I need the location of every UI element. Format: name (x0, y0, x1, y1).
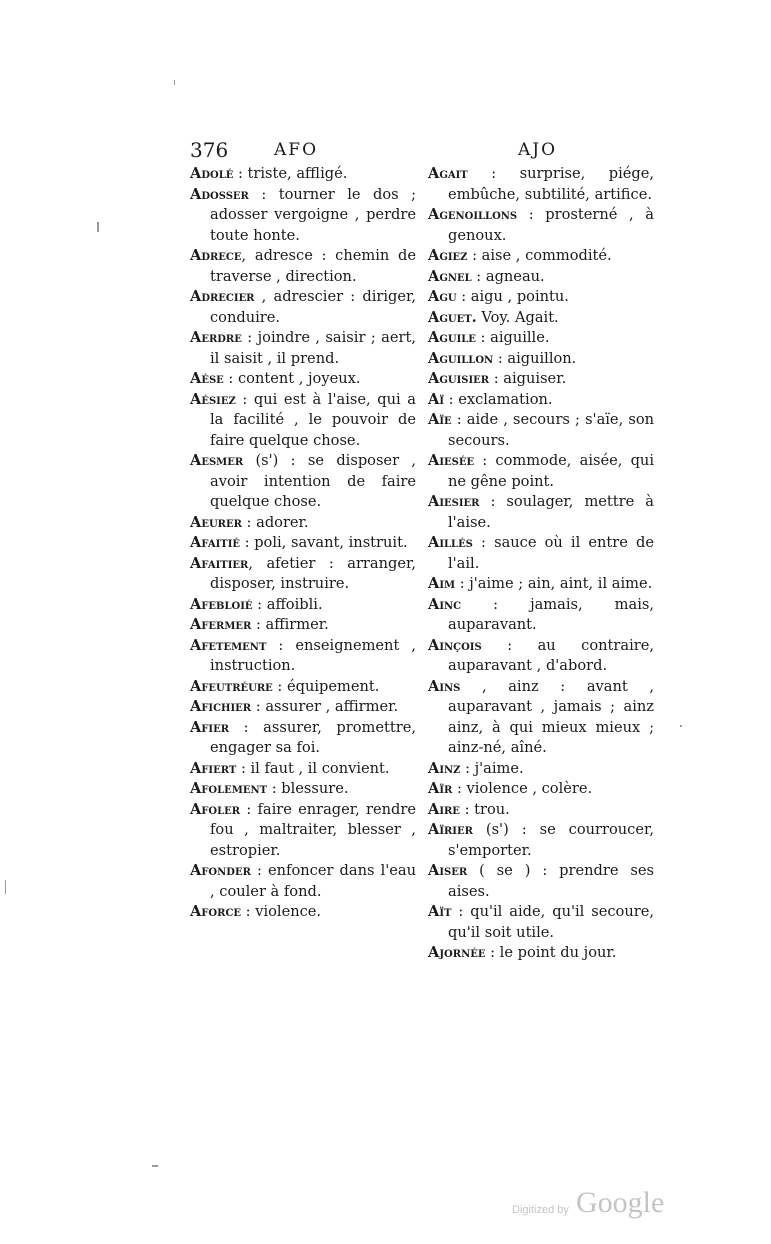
dictionary-entry (428, 369, 654, 390)
entry-definition: : qui est à l'aise, qui a la facilité , le pouvoir de faire quelque chose. (210, 390, 416, 449)
dictionary-entry (190, 677, 416, 698)
entry-headword: Aïe (428, 411, 452, 428)
dictionary-entry (190, 697, 416, 718)
entry-headword: Aforce (190, 903, 242, 920)
entry-headword: Afaitier (190, 554, 249, 572)
page-number: 376 (190, 138, 229, 162)
entry-headword: Ainz (428, 759, 461, 777)
entry-definition: : agneau. (471, 267, 545, 285)
dictionary-entry (428, 164, 654, 205)
dictionary-entry (190, 636, 416, 677)
entry-definition: : qu'il aide, qu'il secoure, qu'il soit utile. (448, 903, 654, 941)
entry-headword: Aguisier (428, 370, 490, 387)
entry-headword: Agnel (428, 267, 472, 285)
dictionary-entry (428, 451, 654, 492)
entry-headword: Adrecier (190, 288, 255, 305)
dictionary-entry (428, 267, 654, 288)
dictionary-entry (190, 718, 416, 759)
watermark-prefix: Digitized by (512, 1204, 569, 1216)
dictionary-entry (190, 287, 416, 328)
entry-headword: Aiesier (428, 493, 480, 510)
dictionary-entry (428, 574, 654, 595)
entry-definition: : aigu , pointu. (456, 288, 569, 305)
dictionary-entry (190, 800, 416, 862)
dictionary-entry (190, 779, 416, 800)
entry-definition: Voy. Agait. (476, 308, 559, 326)
entry-definition: : trou. (459, 800, 510, 818)
entry-headword: Aesmer (190, 452, 244, 469)
entry-definition: , adresce : chemin de traverse , direction. (210, 247, 416, 285)
dictionary-entry (190, 902, 416, 923)
entry-headword: Ainçois (428, 636, 482, 654)
entry-headword: Afermer (190, 616, 252, 633)
entry-headword: Aï (428, 390, 445, 408)
entry-definition: , ainz : avant , auparavant , jamais ; ainz ainz, à qui mieux mieux ; ainz-né, aîné. (448, 677, 654, 756)
entry-headword: Agait (428, 165, 468, 182)
entry-headword: Agu (428, 288, 457, 305)
entry-headword: Aiser (428, 862, 468, 879)
dictionary-entry (428, 759, 654, 780)
dictionary-entry (428, 287, 654, 308)
dictionary-entry (190, 390, 416, 452)
entry-definition: : exclamation. (444, 390, 553, 408)
scan-mark (174, 80, 175, 85)
entry-headword: Afoler (190, 800, 241, 818)
entry-definition: ( se ) : prendre ses aises. (448, 862, 654, 900)
entry-headword: Aïr (428, 780, 453, 797)
scan-mark (680, 725, 682, 727)
dictionary-entry (190, 164, 416, 185)
dictionary-entry (190, 595, 416, 616)
entry-headword: Aésiez (190, 390, 236, 408)
entry-definition: : au contraire, auparavant , d'abord. (448, 636, 654, 674)
entry-definition: : aise , commodité. (467, 247, 612, 264)
entry-headword: Aeurer (190, 513, 242, 531)
entry-definition: : aide , secours ; s'aïe, son secours. (448, 411, 654, 449)
dictionary-entry (428, 595, 654, 636)
entry-headword: Afier (190, 718, 230, 736)
dictionary-entry (428, 328, 654, 349)
dictionary-entry (190, 451, 416, 513)
entry-headword: Aerdre (190, 329, 242, 346)
entry-definition: : il faut , il convient. (236, 759, 390, 777)
entry-headword: Aït (428, 903, 452, 920)
scan-mark (5, 880, 6, 894)
left-column (190, 164, 416, 923)
entry-definition: : le point du jour. (485, 944, 617, 961)
dictionary-entry (190, 246, 416, 287)
entry-headword: Aiesée (428, 452, 475, 469)
entry-definition: : affoibli. (252, 595, 323, 613)
dictionary-entry (428, 800, 654, 821)
entry-headword: Afetement (190, 636, 267, 654)
entry-definition: : prosterné , à genoux. (448, 206, 654, 244)
dictionary-entry (428, 902, 654, 943)
entry-definition: , adrescier : diriger, conduire. (210, 288, 416, 326)
entry-headword: Aguillon (428, 349, 494, 367)
page-header (190, 138, 650, 162)
entry-definition: : surprise, piége, embûche, subtilité, artifice. (448, 165, 654, 203)
entry-definition: : violence , colère. (452, 780, 593, 797)
entry-definition: : enfoncer dans l'eau , couler à fond. (210, 862, 416, 900)
dictionary-entry (428, 410, 654, 451)
dictionary-entry (428, 779, 654, 800)
entry-definition: : violence. (241, 903, 322, 920)
entry-definition: (s') : se disposer , avoir intention de faire quelque chose. (210, 452, 416, 510)
dictionary-entry (428, 390, 654, 411)
entry-definition: : j'aime ; ain, aint, il aime. (455, 575, 653, 592)
entry-headword: Afeutréure (190, 677, 273, 695)
dictionary-entry (428, 820, 654, 861)
dictionary-entry (428, 861, 654, 902)
dictionary-entry (428, 533, 654, 574)
entry-headword: Ains (428, 677, 461, 695)
dictionary-entry (190, 369, 416, 390)
entry-definition: : soulager, mettre à l'aise. (448, 493, 654, 531)
entry-headword: Agenoillons (428, 206, 518, 223)
entry-definition: (s') : se courroucer, s'emporter. (448, 821, 654, 859)
entry-headword: Aillés (428, 534, 473, 551)
entry-headword: Aire (428, 800, 460, 818)
dictionary-entry (428, 308, 654, 329)
entry-headword: Aése (190, 370, 224, 387)
entry-headword: Agiez (428, 247, 468, 264)
dictionary-entry (428, 205, 654, 246)
dictionary-entry (428, 349, 654, 370)
entry-definition: : affirmer. (251, 616, 329, 633)
entry-headword: Aïrier (428, 821, 473, 838)
entry-definition: : content , joyeux. (223, 370, 361, 387)
dictionary-entry (190, 185, 416, 247)
dictionary-entry (190, 533, 416, 554)
entry-definition: : sauce où il entre de l'ail. (448, 534, 654, 572)
entry-definition: : assurer, promettre, engager sa foi. (210, 718, 416, 756)
entry-headword: Aguile (428, 329, 476, 346)
right-column (428, 164, 654, 964)
entry-definition: : adorer. (241, 513, 309, 531)
entry-definition: : équipement. (272, 677, 380, 695)
dictionary-entry (190, 554, 416, 595)
digitized-by-google-watermark (512, 1186, 752, 1226)
dictionary-entry (190, 615, 416, 636)
entry-definition: : assurer , affirmer. (251, 698, 399, 715)
entry-headword: Adosser (190, 185, 249, 203)
entry-definition: : aiguille. (475, 329, 550, 346)
scan-mark (97, 222, 99, 232)
entry-definition: : blessure. (267, 780, 349, 797)
entry-headword: Aguet. (428, 308, 477, 326)
entry-definition: : triste, affligé. (233, 165, 348, 182)
entry-headword: Afolement (190, 780, 268, 797)
running-head-left: AFO (274, 140, 319, 160)
entry-definition: : joindre , saisir ; aert, il saisit , il prend. (210, 329, 416, 367)
dictionary-entry (428, 636, 654, 677)
entry-definition: : aiguiser. (489, 370, 567, 387)
entry-headword: Afaitié (190, 534, 241, 551)
dictionary-entry (428, 943, 654, 964)
running-head-right: AJO (518, 140, 558, 160)
dictionary-entry (428, 492, 654, 533)
dictionary-entry (190, 861, 416, 902)
entry-definition: : poli, savant, instruit. (240, 534, 408, 551)
dictionary-entry (428, 246, 654, 267)
entry-headword: Ainc (428, 595, 462, 613)
entry-definition: : aiguillon. (493, 349, 577, 367)
entry-headword: Afonder (190, 862, 251, 879)
dictionary-entry (190, 328, 416, 369)
entry-definition: : faire enrager, rendre fou , maltraiter, blesser , estropier. (210, 800, 416, 859)
entry-definition: : tourner le dos ; adosser vergoigne , perdre toute honte. (210, 185, 416, 244)
entry-definition: : commode, aisée, qui ne gêne point. (448, 452, 654, 490)
entry-definition: : jamais, mais, auparavant. (448, 595, 654, 633)
entry-definition: : j'aime. (460, 759, 524, 777)
google-logo: Google (576, 1186, 665, 1219)
dictionary-entry (190, 759, 416, 780)
entry-headword: Afebloié (190, 595, 253, 613)
entry-headword: Adolé (190, 165, 234, 182)
entry-definition: : enseignement , instruction. (210, 636, 416, 674)
dictionary-entry (428, 677, 654, 759)
entry-headword: Afichier (190, 698, 252, 715)
scan-mark (152, 1165, 158, 1167)
entry-headword: Ajornée (428, 944, 486, 961)
entry-headword: Adrece (190, 247, 242, 264)
entry-definition: , afetier : arranger, disposer, instruire. (210, 554, 416, 592)
dictionary-entry (190, 513, 416, 534)
entry-headword: Aim (428, 575, 456, 592)
entry-headword: Afiert (190, 759, 237, 777)
